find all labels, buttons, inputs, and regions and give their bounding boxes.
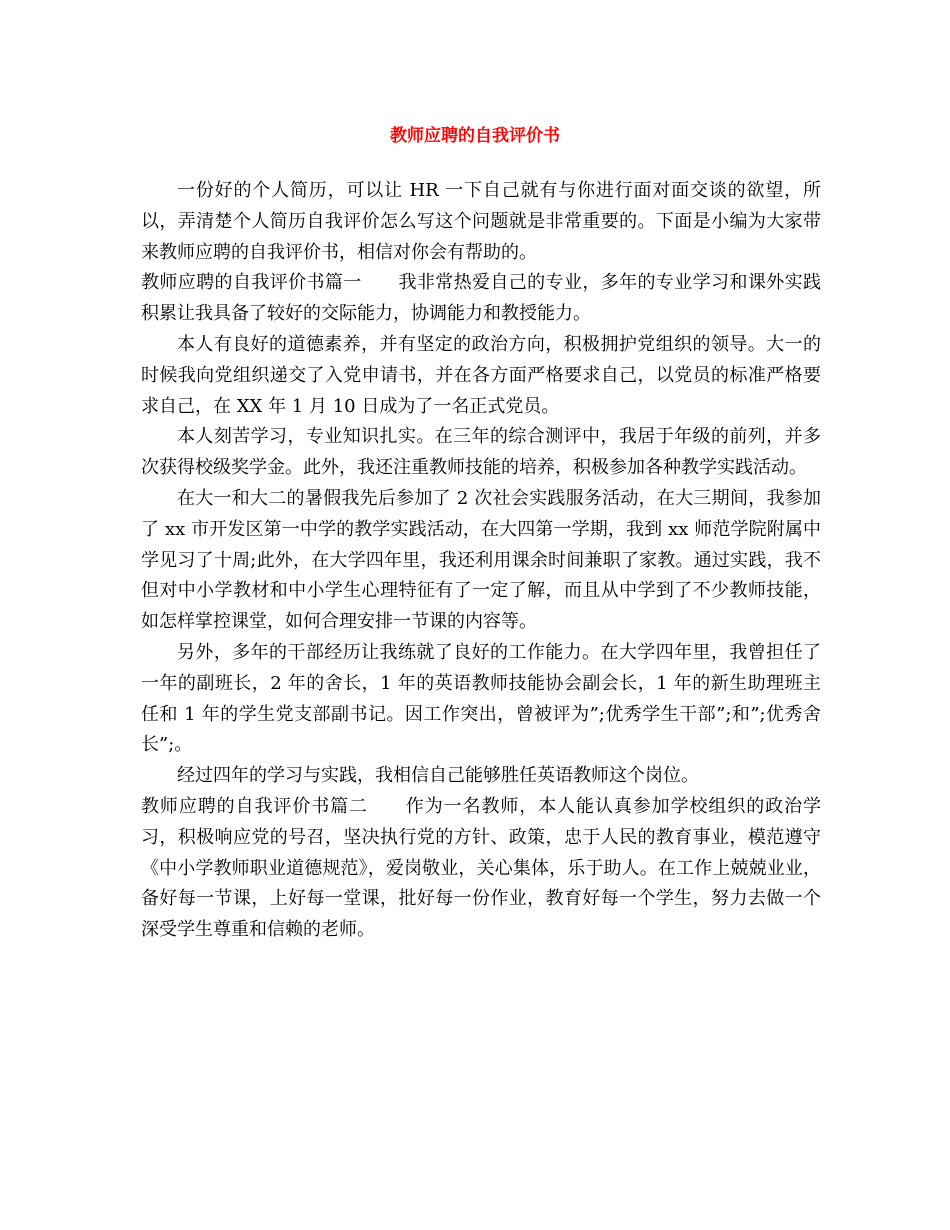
paragraph-section-one: 教师应聘的自我评价书篇一 我非常热爱自己的专业，多年的专业学习和课外实践积累让我具备了较好的交际能力，协调能力和教授能力。 [141, 272, 821, 325]
paragraph-study: 本人刻苦学习，专业知识扎实。在三年的综合测评中，我居于年级的前列，并多次获得校级奖学金。此外，我还注重教师技能的培养，积极参加各种教学实践活动。 [141, 426, 821, 479]
paragraph-section-two: 教师应聘的自我评价书篇二 作为一名教师，本人能认真参加学校组织的政治学习，积极响应党的号召，坚决执行党的方针、政策，忠于人民的教育事业，模范遵守《中小学教师职业道德规范》，爱岗敬业，关心集体，乐于助人。在工作上兢兢业业，备好每一节课，上好每一堂课，批好每一份作业，教育好每一个学生，努力去做一个深受学生尊重和信赖的老师。 [141, 795, 821, 941]
paragraph-conclusion: 经过四年的学习与实践，我相信自己能够胜任英语教师这个岗位。 [177, 765, 699, 787]
paragraph-moral: 本人有良好的道德素养，并有坚定的政治方向，积极拥护党组织的领导。大一的时候我向党组织递交了入党申请书，并在各方面严格要求自己，以党员的标准严格要求自己，在 XX 年 1 月 10 日成为了一名正式党员。 [141, 333, 821, 417]
document-body [141, 176, 821, 946]
paragraph-intro: 一份好的个人简历，可以让 HR 一下自己就有与你进行面对面交谈的欲望，所以，弄清楚个人简历自我评价怎么写这个问题就是非常重要的。下面是小编为大家带来教师应聘的自我评价书，相信对你会有帮助的。 [141, 180, 821, 263]
paragraph-leadership: 另外，多年的干部经历让我练就了良好的工作能力。在大学四年里，我曾担任了一年的副班长，2 年的舍长，1 年的英语教师技能协会副会长，1 年的新生助理班主任和 1 年的学生党支部副书记。因工作突出，曾被评为”;优秀学生干部”;和”;优秀舍长”;。 [141, 641, 821, 756]
paragraph-practice: 在大一和大二的暑假我先后参加了 2 次社会实践服务活动，在大三期间，我参加了 xx 市开发区第一中学的教学实践活动，在大四第一学期，我到 xx 师范学院附属中学见习了十周;此外，在大学四年里，我还利用课余时间兼职了家教。通过实践，我不但对中小学教材和中小学生心理特征有了一定了解，而且从中学到了不少教师技能，如怎样掌控课堂，如何合理安排一节课的内容等。 [141, 487, 821, 633]
document-title: 教师应聘的自我评价书 [390, 126, 560, 146]
